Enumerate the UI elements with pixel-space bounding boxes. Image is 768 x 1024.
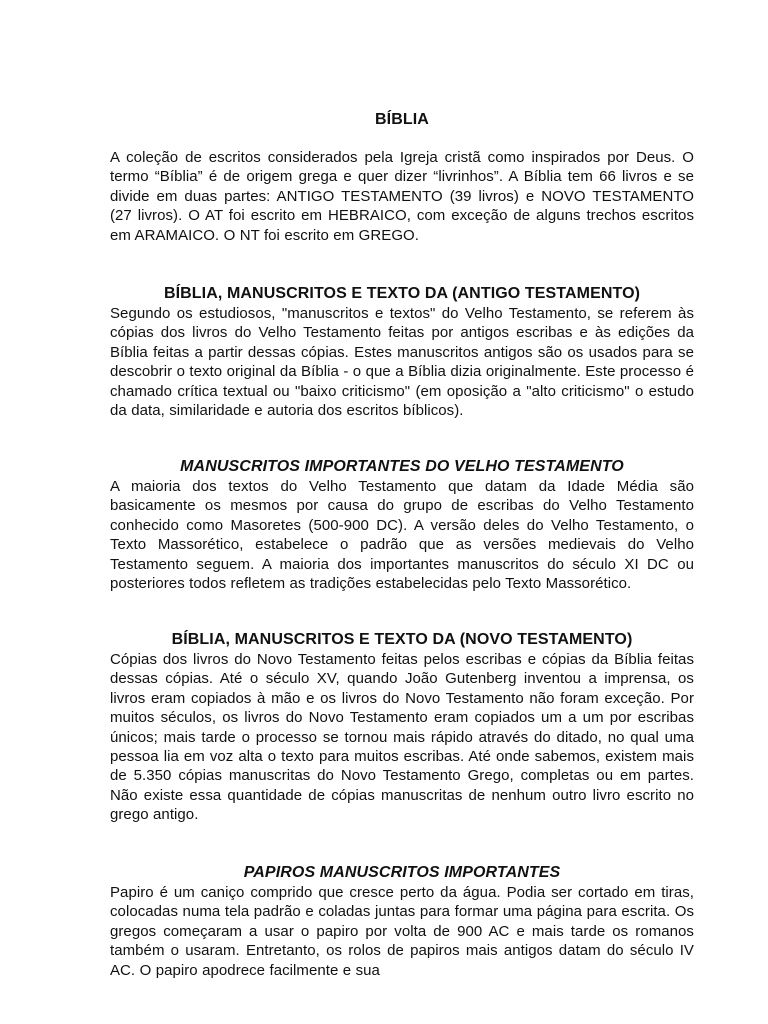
- section-papyri: [110, 863, 694, 980]
- section-heading: BÍBLIA, MANUSCRITOS E TEXTO DA (ANTIGO TESTAMENTO): [163, 285, 641, 302]
- intro-paragraph: A coleção de escritos considerados pela Igreja cristã como inspirados por Deus. O termo “Bíblia” é de origem grega e quer dizer “livrinhos”. A Bíblia tem 66 livros e se divide em duas partes: ANTIGO TESTAMENTO (39 livros) e NOVO TESTAMENTO (27 livros). O AT foi escrito em HEBRAICO, com exceção de alguns trechos escritos em ARAMAICO. O NT foi escrito em GREGO.: [110, 149, 694, 244]
- intro-block: [110, 148, 694, 245]
- section-old-testament: [110, 284, 694, 420]
- section-heading: MANUSCRITOS IMPORTANTES DO VELHO TESTAMENTO: [180, 458, 624, 475]
- document-title: BÍBLIA: [375, 111, 429, 128]
- section-paragraph: Segundo os estudiosos, "manuscritos e textos" do Velho Testamento, se referem às cópias dos livros do Velho Testamento feitas por antigos escribas e às edições da Bíblia feitas a partir dessas cópias. Estes manuscritos antigos são os usados para se descobrir o texto original da Bíblia - o que a Bíblia dizia originalmente. Este processo é chamado crítica textual ou "baixo criticismo" (em oposição a "alto criticismo" o estudo da data, similaridade e autoria dos escritos bíblicos).: [110, 305, 694, 420]
- section-paragraph: A maioria dos textos do Velho Testamento que datam da Idade Média são basicamente os mesmos por causa do grupo de escribas do Velho Testamento conhecido como Masoretes (500-900 DC). A versão deles do Velho Testamento, o Texto Massorético, estabelece o padrão que as versões medievais do Velho Testamento seguem. A maioria dos importantes manuscritos do século XI DC ou posteriores todos refletem as tradições estabelecidas pelo Texto Massorético.: [110, 478, 694, 593]
- section-paragraph: Cópias dos livros do Novo Testamento feitas pelos escribas e cópias da Bíblia feitas dessas cópias. Até o século XV, quando João Gutenberg inventou a imprensa, os livros eram copiados à mão e os livros do Novo Testamento não foram exceção. Por muitos séculos, os livros do Novo Testamento eram copiados um a um por escribas únicos; mais tarde o processo se tornou mais rápido através do ditado, no qual uma pessoa lia em voz alta o texto para muitos escribas. Até onde sabemos, existem mais de 5.350 cópias manuscritas do Novo Testamento Grego, completas ou em partes. Não existe essa quantidade de cópias manuscritas de nenhum outro livro escrito no grego antigo.: [110, 651, 694, 824]
- section-new-testament: [110, 630, 694, 825]
- section-paragraph: Papiro é um caniço comprido que cresce perto da água. Podia ser cortado em tiras, colocadas numa tela padrão e coladas juntas para formar uma página para escrita. Os gregos começaram a usar o papiro por volta de 900 AC e mais tarde os romanos também o usaram. Entretanto, os rolos de papiros mais antigos datam do século IV AC. O papiro apodrece facilmente e sua: [110, 884, 694, 979]
- section-heading: BÍBLIA, MANUSCRITOS E TEXTO DA (NOVO TESTAMENTO): [171, 631, 633, 648]
- section-heading: PAPIROS MANUSCRITOS IMPORTANTES: [243, 864, 561, 881]
- title-block: [110, 110, 694, 130]
- section-ot-manuscripts: [110, 457, 694, 593]
